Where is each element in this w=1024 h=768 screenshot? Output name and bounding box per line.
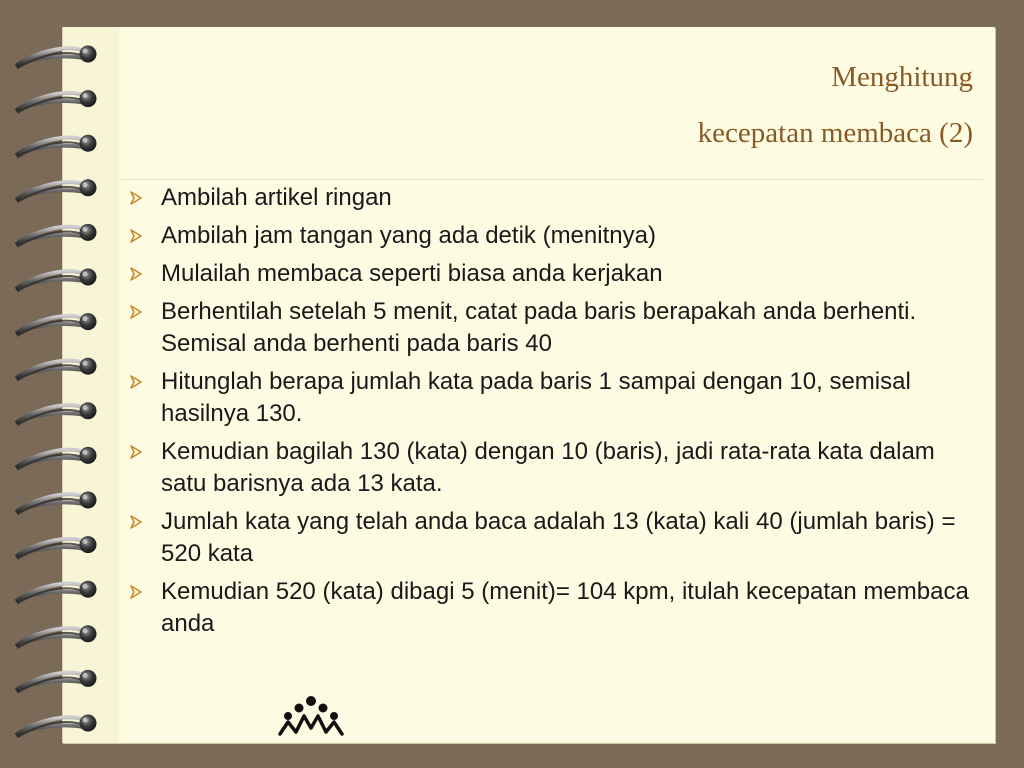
slide-title bbox=[698, 49, 973, 161]
bullet-list bbox=[125, 182, 975, 646]
spiral-ring-icon bbox=[16, 581, 97, 604]
bullet-text: Kemudian 520 (kata) dibagi 5 (menit)= 104 kpm, itulah kecepatan membaca anda bbox=[161, 578, 969, 637]
bullet-item bbox=[125, 258, 975, 290]
arrow-bullet-icon bbox=[129, 445, 143, 459]
bullet-item bbox=[125, 436, 975, 500]
spiral-ring-icon bbox=[16, 670, 97, 693]
spiral-binding bbox=[0, 0, 110, 768]
bullet-text: Mulailah membaca seperti biasa anda kerjakan bbox=[161, 260, 663, 287]
spiral-ring-icon bbox=[16, 492, 97, 515]
bullet-text: Hitunglah berapa jumlah kata pada baris 1 sampai dengan 10, semisal hasilnya 130. bbox=[161, 368, 911, 427]
spiral-ring-icon bbox=[16, 269, 97, 292]
bullet-text: Ambilah artikel ringan bbox=[161, 184, 392, 211]
bullet-text: Kemudian bagilah 130 (kata) dengan 10 (baris), jadi rata-rata kata dalam satu barisnya ada 13 kata. bbox=[161, 438, 935, 497]
spiral-ring-icon bbox=[16, 313, 97, 336]
bullet-item bbox=[125, 296, 975, 360]
spiral-ring-icon bbox=[16, 358, 97, 381]
bullet-item bbox=[125, 576, 975, 640]
notebook-page bbox=[62, 27, 995, 743]
people-logo-icon bbox=[278, 694, 344, 738]
spiral-ring-icon bbox=[16, 90, 97, 113]
arrow-bullet-icon bbox=[129, 375, 143, 389]
title-divider bbox=[121, 179, 983, 180]
bullet-text: Ambilah jam tangan yang ada detik (menitnya) bbox=[161, 222, 656, 249]
spiral-ring-icon bbox=[16, 625, 97, 648]
slide-title-line-1: Menghitung bbox=[831, 61, 973, 93]
spiral-ring-icon bbox=[16, 402, 97, 425]
spiral-ring-icon bbox=[16, 715, 97, 738]
arrow-bullet-icon bbox=[129, 267, 143, 281]
bullet-item bbox=[125, 182, 975, 214]
slide-title-line-2: kecepatan membaca (2) bbox=[697, 117, 973, 149]
arrow-bullet-icon bbox=[129, 515, 143, 529]
bullet-item bbox=[125, 506, 975, 570]
arrow-bullet-icon bbox=[129, 191, 143, 205]
spiral-ring-icon bbox=[16, 447, 97, 470]
arrow-bullet-icon bbox=[129, 229, 143, 243]
spiral-ring-icon bbox=[16, 536, 97, 559]
spiral-ring-icon bbox=[16, 46, 97, 69]
bullet-item bbox=[125, 366, 975, 430]
spiral-ring-icon bbox=[16, 224, 97, 247]
bullet-text: Berhentilah setelah 5 menit, catat pada baris berapakah anda berhenti. Semisal anda berhenti pada baris 40 bbox=[161, 298, 917, 357]
arrow-bullet-icon bbox=[129, 305, 143, 319]
arrow-bullet-icon bbox=[129, 585, 143, 599]
spiral-ring-icon bbox=[16, 135, 97, 158]
bullet-item bbox=[125, 220, 975, 252]
bullet-text: Jumlah kata yang telah anda baca adalah 13 (kata) kali 40 (jumlah baris) = 520 kata bbox=[161, 508, 956, 567]
spiral-ring-icon bbox=[16, 179, 97, 202]
